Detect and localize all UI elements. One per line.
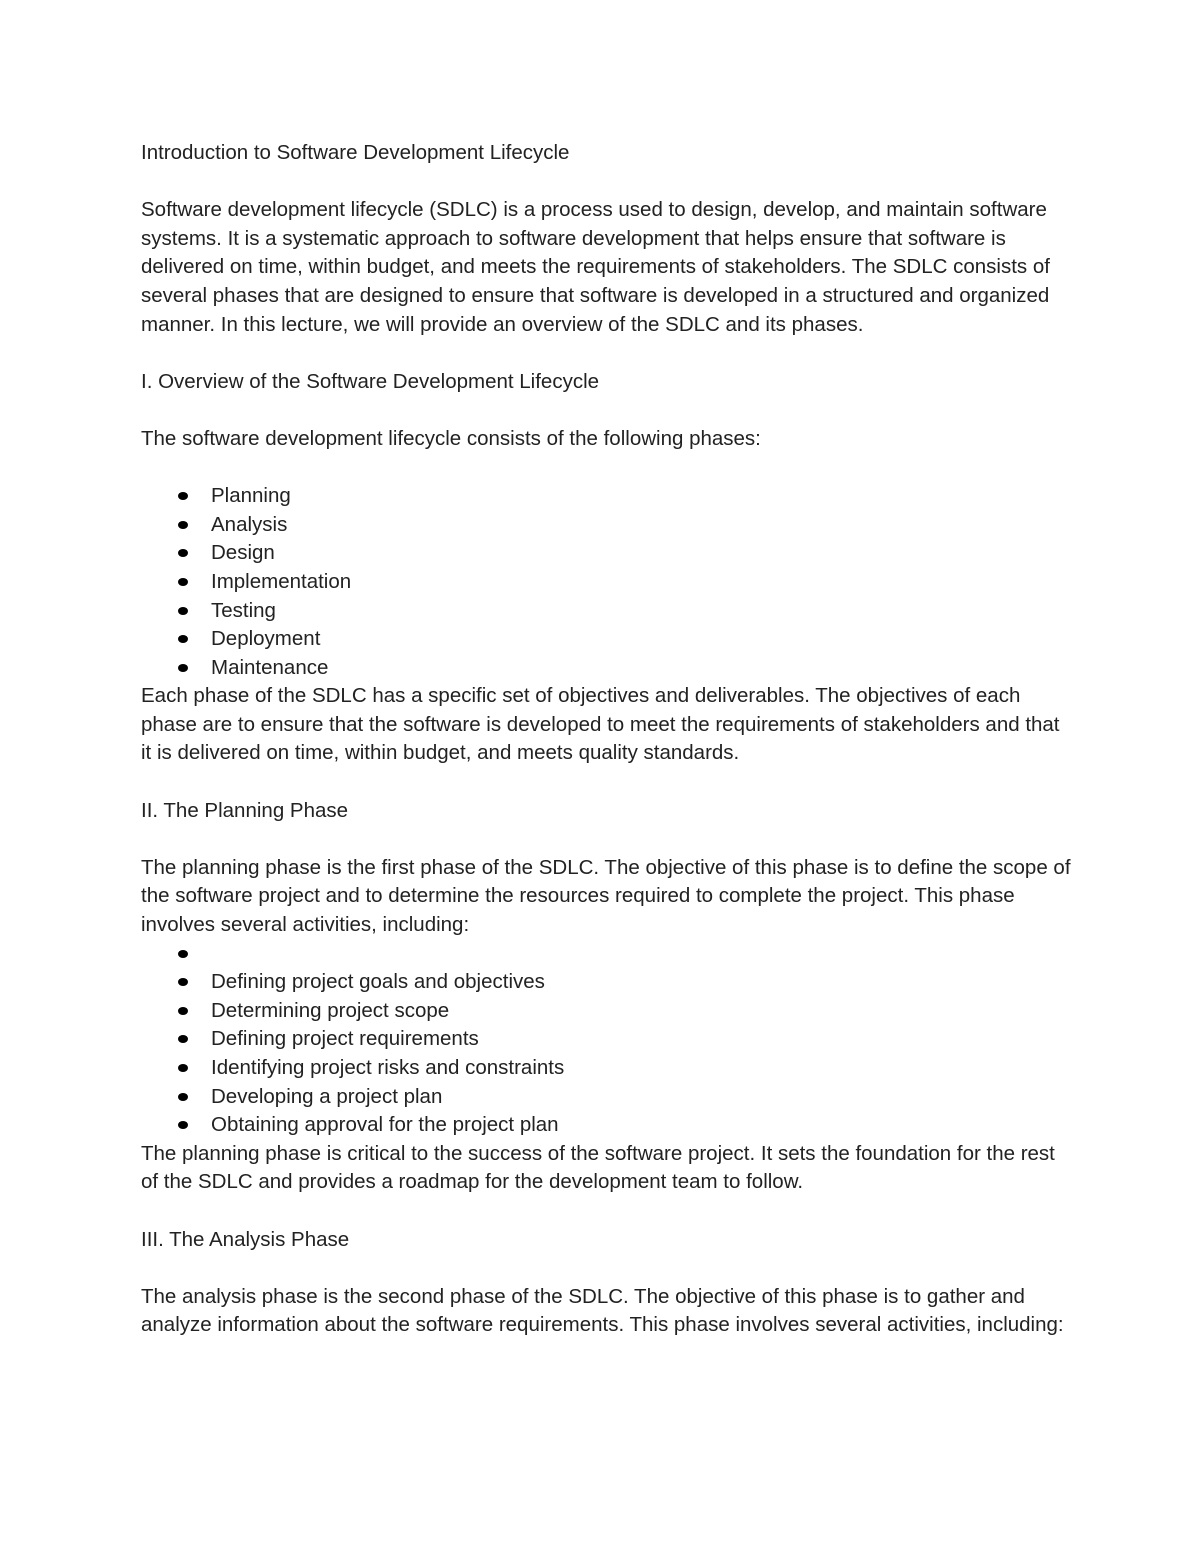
section-2-lead: The planning phase is the first phase of the SDLC. The objective of this phase is to define the scope of the software project and to determine the resources required to complete the project. This phase involves several activities, including: [141, 855, 1071, 937]
bullet-icon [178, 578, 188, 586]
list-item: Defining project goals and objectives [141, 968, 1071, 997]
bullet-icon [178, 549, 188, 557]
list-item [141, 940, 1071, 969]
list-item: Identifying project risks and constraints [141, 1054, 1071, 1083]
list-item: Maintenance [141, 654, 1071, 683]
spacer [141, 768, 1071, 797]
intro-paragraph: Software development lifecycle (SDLC) is a process used to design, develop, and maintain software systems. It is a systematic approach to software development that helps ensure that software is delivered on time, within budget, and meets the requirements of stakeholders. The SDLC consists of several phases that are designed to ensure that software is developed in a structured and organized manner. In this lecture, we will provide an overview of the SDLC and its phases. [141, 198, 1050, 336]
section-3-heading: III. The Analysis Phase [141, 1227, 350, 1251]
bullet-icon [178, 664, 188, 672]
list-item: Implementation [141, 568, 1071, 597]
list-item: Defining project requirements [141, 1025, 1071, 1054]
list-item: Testing [141, 597, 1071, 626]
spacer [141, 825, 1071, 854]
spacer [141, 454, 1071, 483]
section-3-lead: The analysis phase is the second phase of the SDLC. The objective of this phase is to gather and analyze information about the software requirements. This phase involves several activities, including: [141, 1284, 1064, 1337]
section-1-heading: I. Overview of the Software Development Lifecycle [141, 369, 600, 393]
bullet-icon [178, 492, 188, 500]
bullet-icon [178, 1007, 188, 1015]
list-item: Obtaining approval for the project plan [141, 1111, 1071, 1140]
bullet-icon [178, 1121, 188, 1129]
bullet-icon [178, 1035, 188, 1043]
bullet-icon [178, 1093, 188, 1101]
bullet-icon [178, 635, 188, 643]
list-item: Design [141, 539, 1071, 568]
bullet-icon [178, 950, 188, 958]
document-title: Introduction to Software Development Lifecycle [141, 141, 570, 164]
spacer [141, 396, 1071, 425]
spacer [141, 1254, 1071, 1283]
section-2-heading: II. The Planning Phase [141, 798, 349, 822]
bullet-icon [178, 1064, 188, 1072]
phase-list [141, 482, 1071, 682]
list-item: Analysis [141, 511, 1071, 540]
list-item: Planning [141, 482, 1071, 511]
list-item: Deployment [141, 625, 1071, 654]
list-item: Developing a project plan [141, 1083, 1071, 1112]
section-1-lead: The software development lifecycle consists of the following phases: [141, 426, 761, 450]
bullet-icon [178, 978, 188, 986]
activity-list [141, 940, 1071, 1140]
section-2-after: The planning phase is critical to the success of the software project. It sets the foundation for the rest of the SDLC and provides a roadmap for the development team to follow. [141, 1141, 1055, 1194]
bullet-icon [178, 521, 188, 529]
section-1-after: Each phase of the SDLC has a specific set of objectives and deliverables. The objectives of each phase are to ensure that the software is developed to meet the requirements of stakeholders and that it is delivered on time, within budget, and meets quality standards. [141, 684, 1060, 765]
document-body [141, 139, 1071, 1340]
spacer [141, 168, 1071, 197]
list-item: Determining project scope [141, 997, 1071, 1026]
spacer [141, 339, 1071, 368]
spacer [141, 1197, 1071, 1226]
bullet-icon [178, 607, 188, 615]
